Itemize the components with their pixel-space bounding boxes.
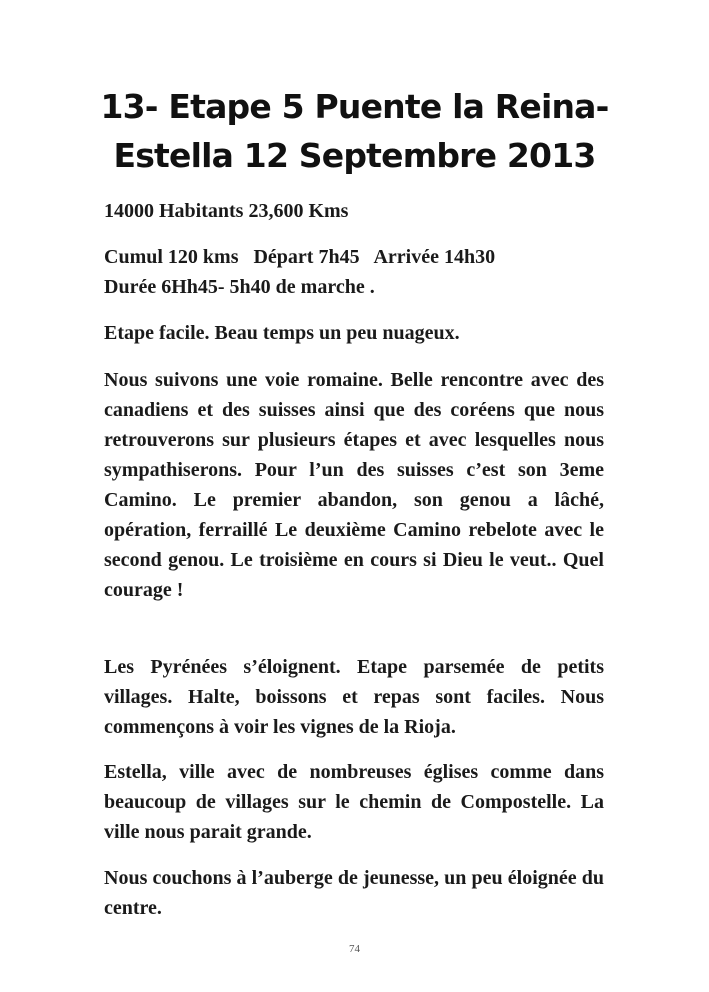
paragraph-5: Nous couchons à l’auberge de jeunesse, un peu éloignée du centre. (104, 867, 604, 919)
title-line-2: Estella 12 Septembre 2013 (113, 136, 596, 175)
duree-line: Durée 6Hh45- 5h40 de marche . (104, 276, 375, 298)
stats-block (104, 242, 604, 302)
paragraph-1: Etape facile. Beau temps un peu nuageux. (104, 322, 460, 344)
stats-line: 14000 Habitants 23,600 Kms (104, 200, 349, 222)
cumul-line: Cumul 120 kms Départ 7h45 Arrivée 14h30 (104, 246, 496, 268)
title-line-1: 13- Etape 5 Puente la Reina- (100, 87, 609, 126)
paragraph-4: Estella, ville avec de nombreuses églises comme dans beaucoup de villages sur le chemin de Compostelle. La ville nous parait grande. (104, 761, 604, 843)
page-number: 74 (349, 943, 360, 955)
paragraph-2: Nous suivons une voie romaine. Belle rencontre avec des canadiens et des suisses ainsi que des coréens que nous retrouverons sur plusieurs étapes et avec lesquelles nous sympathiserons. Pour l’un des suisses c’est son 3eme Camino. Le premier abandon, son genou a lâché, opération, ferraillé Le deuxième Camino rebelote avec le second genou. Le troisième en cours si Dieu le veut.. Quel courage ! (104, 369, 604, 601)
paragraph-3: Les Pyrénées s’éloignent. Etape parsemée de petits villages. Halte, boissons et repas sont faciles. Nous commençons à voir les vignes de la Rioja. (104, 656, 604, 738)
page-title (60, 82, 649, 180)
